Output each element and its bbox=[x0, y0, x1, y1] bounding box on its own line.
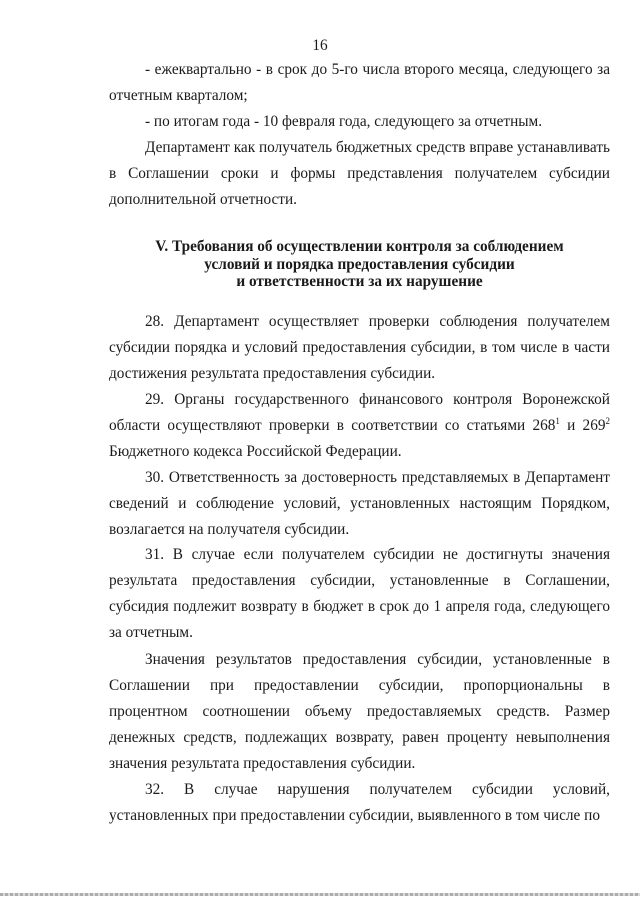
paragraph-department-reporting: Департамент как получатель бюджетных средств вправе устанавливать в Соглашении сроки и формы представления получателем субсидии дополнительной отчетности. bbox=[109, 139, 610, 208]
section-heading-line-3: и ответственности за их нарушение bbox=[236, 273, 483, 290]
paragraph-quarterly: - ежеквартально - в срок до 5-го числа второго месяца, следующего за отчетным кварталом; bbox=[109, 61, 610, 104]
paragraph-30: 30. Ответственность за достоверность представляемых в Департамент сведений и соблюдение условий, установленных настоящим Порядком, возлагается на получателя субсидии. bbox=[109, 469, 610, 538]
scan-edge bbox=[0, 893, 640, 896]
footnote-marker-2: 2 bbox=[605, 415, 611, 426]
paragraph-29-start: 29. Органы государственного финансового контроля Воронежской области осуществляют проверки в соответствии со статьями 268 bbox=[109, 391, 610, 434]
section-heading-line-2: условий и порядка предоставления субсидии bbox=[204, 255, 515, 273]
section-heading-line-1: V. Требования об осуществлении контроля за соблюдением bbox=[155, 238, 564, 255]
paragraph-29 bbox=[109, 387, 610, 465]
paragraph-32: 32. В случае нарушения получателем субсидии условий, установленных при предоставлении субсидии, выявленного в том числе по bbox=[109, 781, 610, 824]
section-heading bbox=[109, 238, 610, 291]
paragraph-29-end: Бюджетного кодекса Российской Федерации. bbox=[109, 442, 402, 460]
paragraph-yearly: - по итогам года - 10 февраля года, следующего за отчетным. bbox=[145, 113, 543, 130]
footnote-marker-1: 1 bbox=[555, 415, 560, 426]
page-number: 16 bbox=[312, 37, 328, 54]
paragraph-28: 28. Департамент осуществляет проверки соблюдения получателем субсидии порядка и условий предоставления субсидии, в том числе в части достижения результата предоставления субсидии. bbox=[109, 313, 610, 382]
paragraph-31: 31. В случае если получателем субсидии не достигнуты значения результата предоставления субсидии, установленные в Соглашении, субсидия подлежит возврату в бюджет в срок до 1 апреля года, следующего за отчетным. bbox=[109, 546, 610, 641]
paragraph-29-mid: и 269 bbox=[559, 416, 606, 434]
paragraph-31-results: Значения результатов предоставления субсидии, установленные в Соглашении при предоставлении субсидии, пропорциональны в процентном соотношении объему предоставляемых средств. Размер денежных средств, подлежащих возврату, равен проценту невыполнения значения результата предоставления субсидии. bbox=[109, 651, 610, 772]
